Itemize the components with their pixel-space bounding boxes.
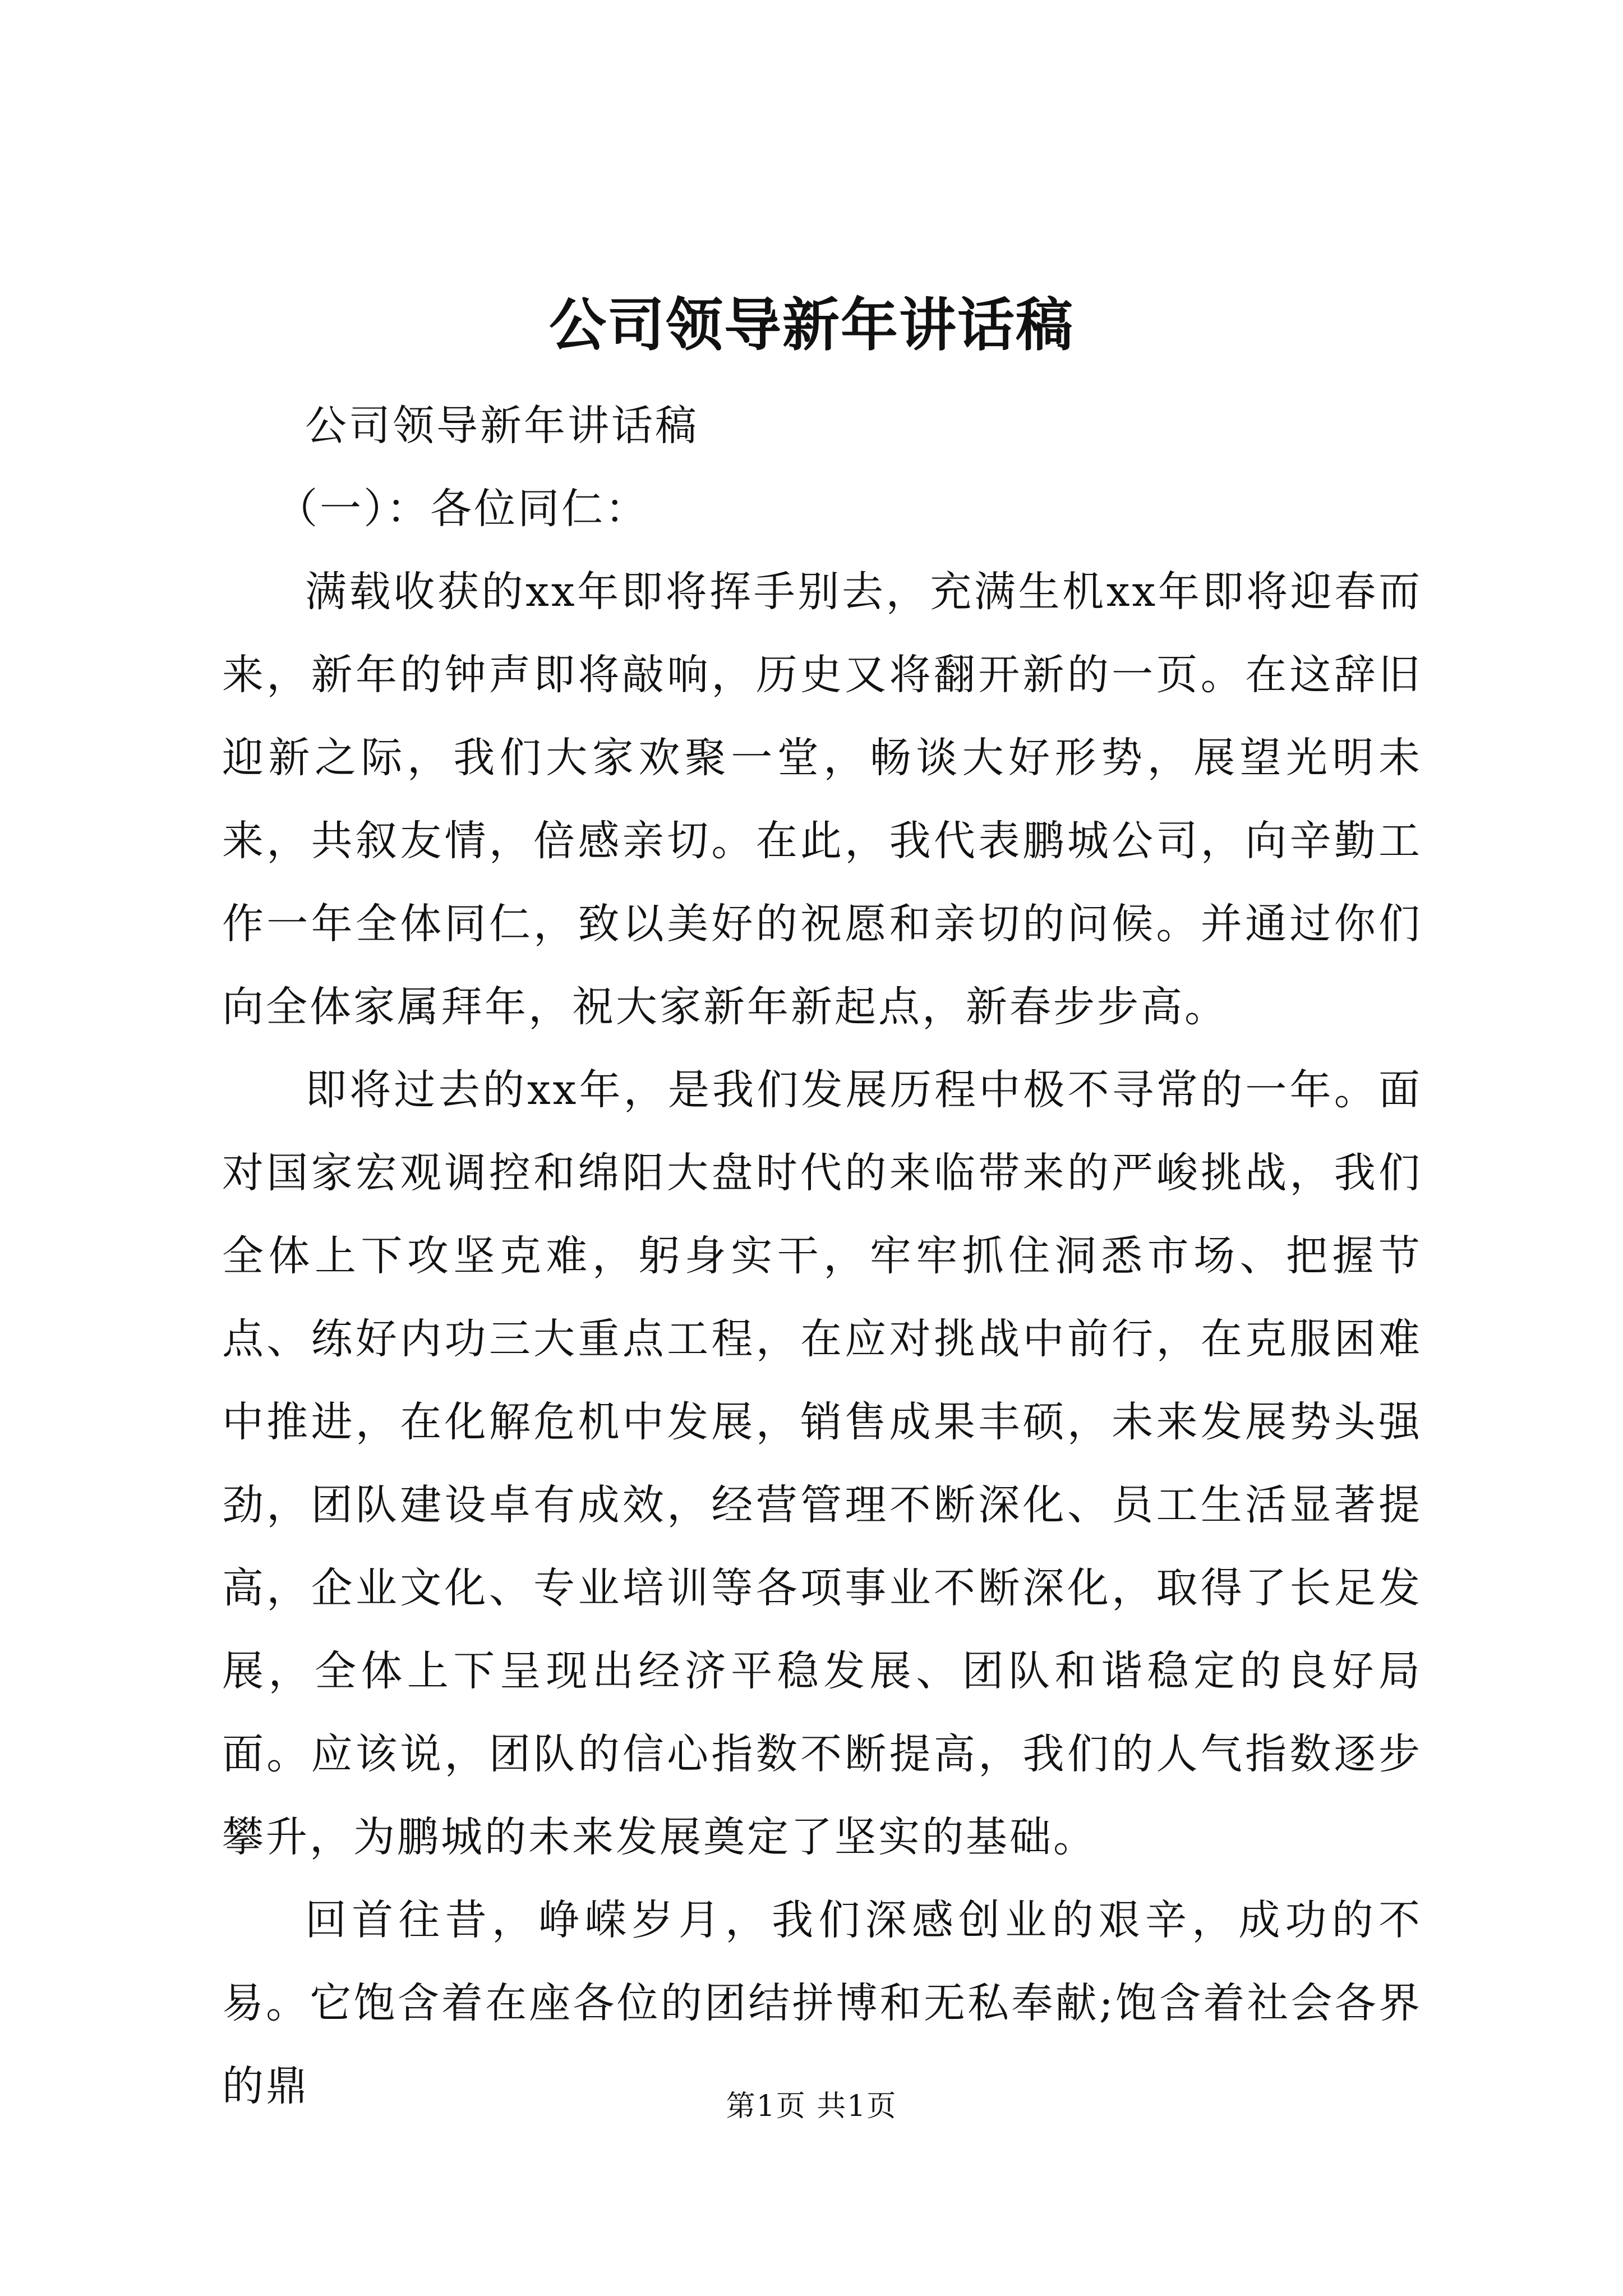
body-paragraph: 即将过去的xx年，是我们发展历程中极不寻常的一年。面对国家宏观调控和绵阳大盘时代的来临带来的严峻挑战，我们全体上下攻坚克难，躬身实干，牢牢抓住洞悉市场、把握节点、练好内功三大重点工程，在应对挑战中前行，在克服困难中推进，在化解危机中发展，销售成果丰硕，未来发展势头强劲，团队建设卓有成效，经营管理不断深化、员工生活显著提高，企业文化、专业培训等各项事业不断深化，取得了长足发展，全体上下呈现出经济平稳发展、团队和谐稳定的良好局面。应该说，团队的信心指数不断提高，我们的人气指数逐步攀升，为鹏城的未来发展奠定了坚实的基础。 — [222, 1066, 1422, 1861]
subtitle-paragraph: 公司领导新年讲话稿 — [305, 402, 699, 450]
body-paragraph: 回首往昔，峥嵘岁月，我们深感创业的艰辛，成功的不易。它饱含着在座各位的团结拼博和无私奉献;饱含着社会各界的鼎 — [222, 1896, 1422, 2110]
page-footer: 第1页 共1页 — [726, 2090, 897, 2123]
document-body — [222, 384, 1422, 2128]
body-paragraph: 满载收获的xx年即将挥手别去，充满生机xx年即将迎春而来，新年的钟声即将敲响，历史又将翻开新的一页。在这辞旧迎新之际，我们大家欢聚一堂，畅谈大好形势，展望光明未来，共叙友情，倍感亲切。在此，我代表鹏城公司，向辛勤工作一年全体同仁，致以美好的祝愿和亲切的问候。并通过你们向全体家属拜年，祝大家新年新起点，新春步步高。 — [222, 568, 1422, 1031]
salutation-paragraph: （一）：各位同仁： — [276, 485, 649, 533]
document-title: 公司领导新年讲话稿 — [549, 292, 1074, 359]
